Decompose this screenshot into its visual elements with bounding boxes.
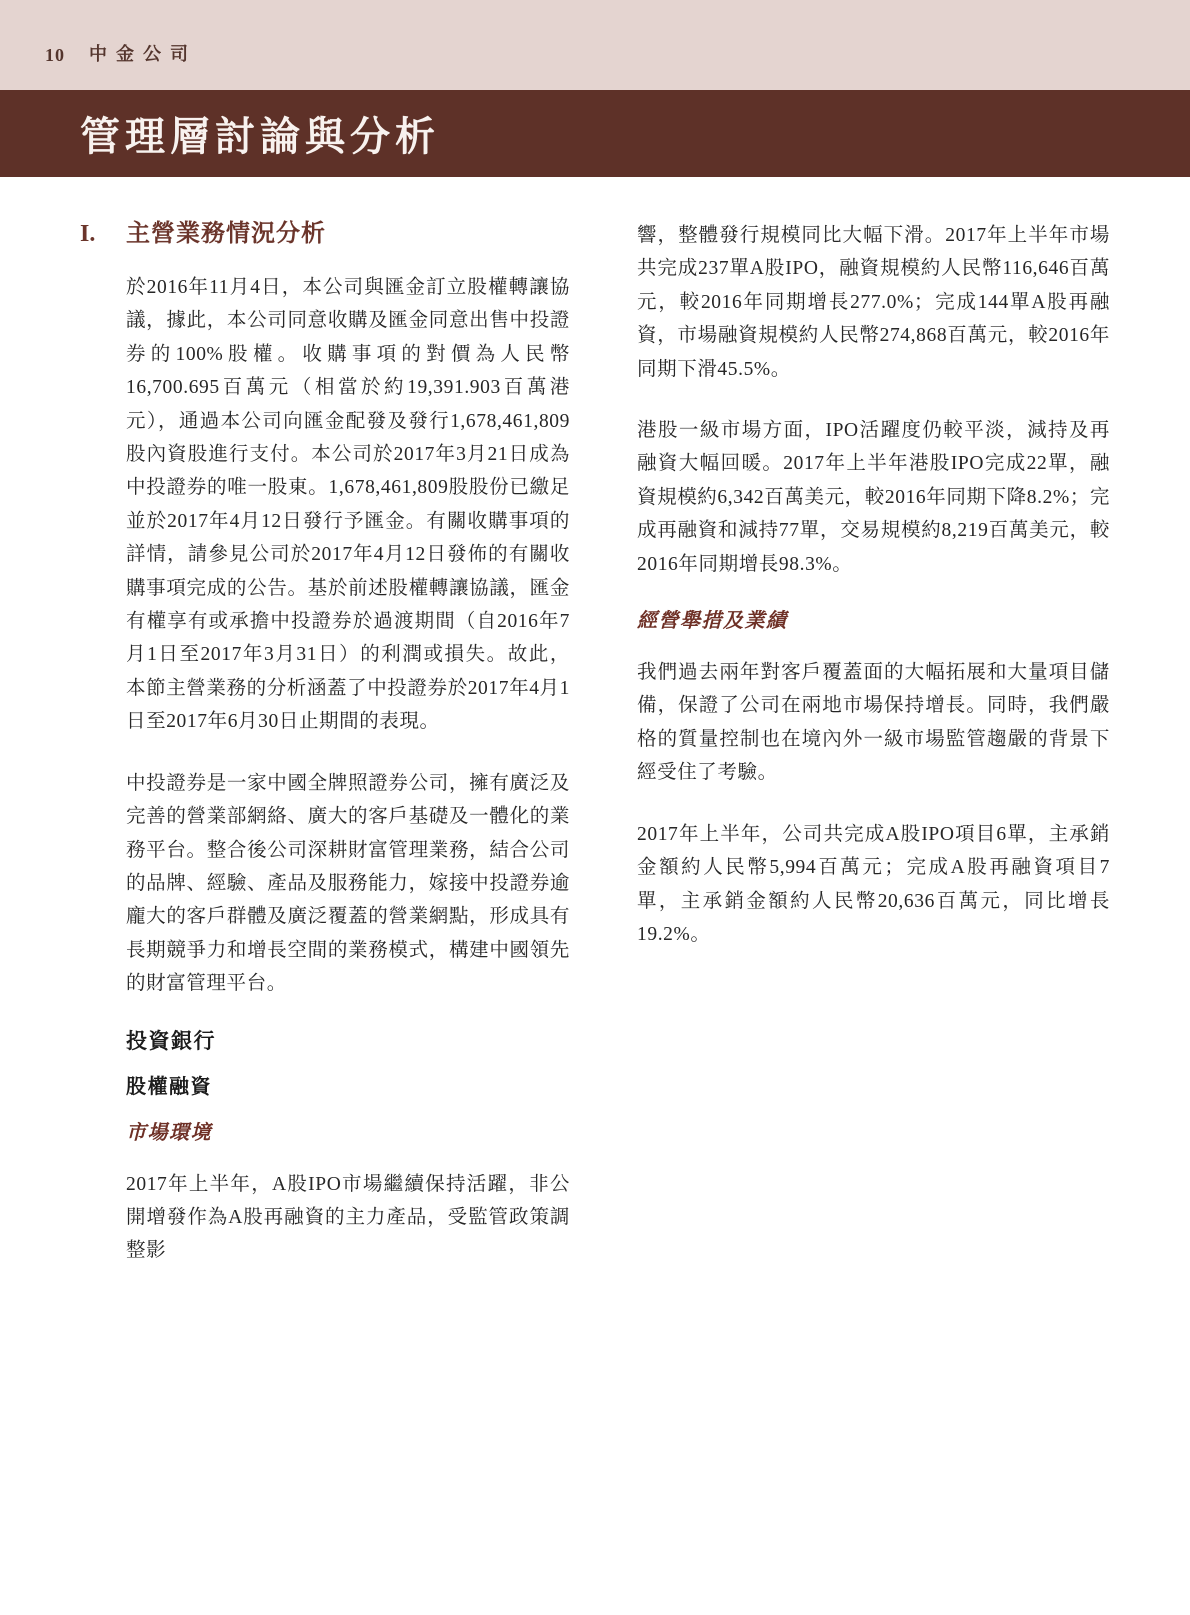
banner-title: 管理層討論與分析	[80, 114, 440, 159]
section-banner	[0, 90, 1190, 177]
paragraph-operations: 我們過去兩年對客戶覆蓋面的大幅拓展和大量項目儲備，保證了公司在兩地市場保持增長。同時，我們嚴格的質量控制也在境內外一級市場監管趨嚴的背景下經受住了考驗。	[637, 662, 1110, 784]
page-number: 10	[45, 45, 65, 65]
section-heading	[80, 219, 570, 249]
left-column-body	[126, 271, 570, 1268]
heading-market-environment: 市場環境	[126, 1121, 212, 1144]
heading-investment-banking: 投資銀行	[126, 1028, 216, 1053]
content	[0, 219, 1190, 1268]
company-name: 中金公司	[89, 44, 197, 64]
paragraph-results: 2017年上半年，公司共完成A股IPO項目6單，主承銷金額約人民幣5,994百萬元；完成A股再融資項目7單，主承銷金額約人民幣20,636百萬元，同比增長19.2%。	[637, 823, 1110, 945]
right-column	[637, 219, 1110, 1268]
page-header	[0, 0, 1190, 90]
paragraph-market-env-cont: 響，整體發行規模同比大幅下滑。2017年上半年市場共完成237單A股IPO，融資規模約人民幣116,646百萬元，較2016年同期增長277.0%；完成144單A股再融資，市場融資規模約人民幣274,868百萬元，較2016年同期下滑45.5%。	[637, 225, 1110, 380]
section-number: I.	[80, 221, 96, 247]
section-title: 主營業務情況分析	[126, 221, 326, 247]
paragraph-acquisition: 於2016年11月4日，本公司與匯金訂立股權轉讓協議，據此，本公司同意收購及匯金同意出售中投證券的100%股權。收購事項的對價為人民幣16,700.695百萬元（相當於約19,391.903百萬港元），通過本公司向匯金配發及發行1,678,461,809股內資股進行支付。本公司於2017年3月21日成為中投證券的唯一股東。1,678,461,809股股份已繳足並於2017年4月12日發行予匯金。有關收購事項的詳情，請參見公司於2017年4月12日發佈的有關收購事項完成的公告。基於前述股權轉讓協議，匯金有權享有或承擔中投證券於過渡期間（自2016年7月1日至2017年3月31日）的利潤或損失。故此，本節主營業務的分析涵蓋了中投證券於2017年4月1日至2017年6月30日止期間的表現。	[126, 277, 571, 733]
heading-operations-results: 經營舉措及業績	[637, 610, 788, 633]
paragraph-cisc-profile: 中投證券是一家中國全牌照證券公司，擁有廣泛及完善的營業部網絡、廣大的客戶基礎及一體化的業務平台。整合後公司深耕財富管理業務，結合公司的品牌、經驗、產品及服務能力，嫁接中投證券逾龐大的客戶群體及廣泛覆蓋的營業網點，形成具有長期競爭力和增長空間的業務模式，構建中國領先的財富管理平台。	[126, 772, 570, 995]
paragraph-market-env-start: 2017年上半年，A股IPO市場繼續保持活躍，非公開增發作為A股再融資的主力產品，受監管政策調整影	[126, 1173, 570, 1262]
left-column	[80, 219, 570, 1268]
heading-equity-financing: 股權融資	[126, 1075, 212, 1098]
paragraph-hk-market: 港股一級市場方面，IPO活躍度仍較平淡，減持及再融資大幅回暖。2017年上半年港股IPO完成22單，融資規模約6,342百萬美元，較2016年同期下降8.2%；完成再融資和減持77單，交易規模約8,219百萬美元，較2016年同期增長98.3%。	[637, 420, 1110, 575]
